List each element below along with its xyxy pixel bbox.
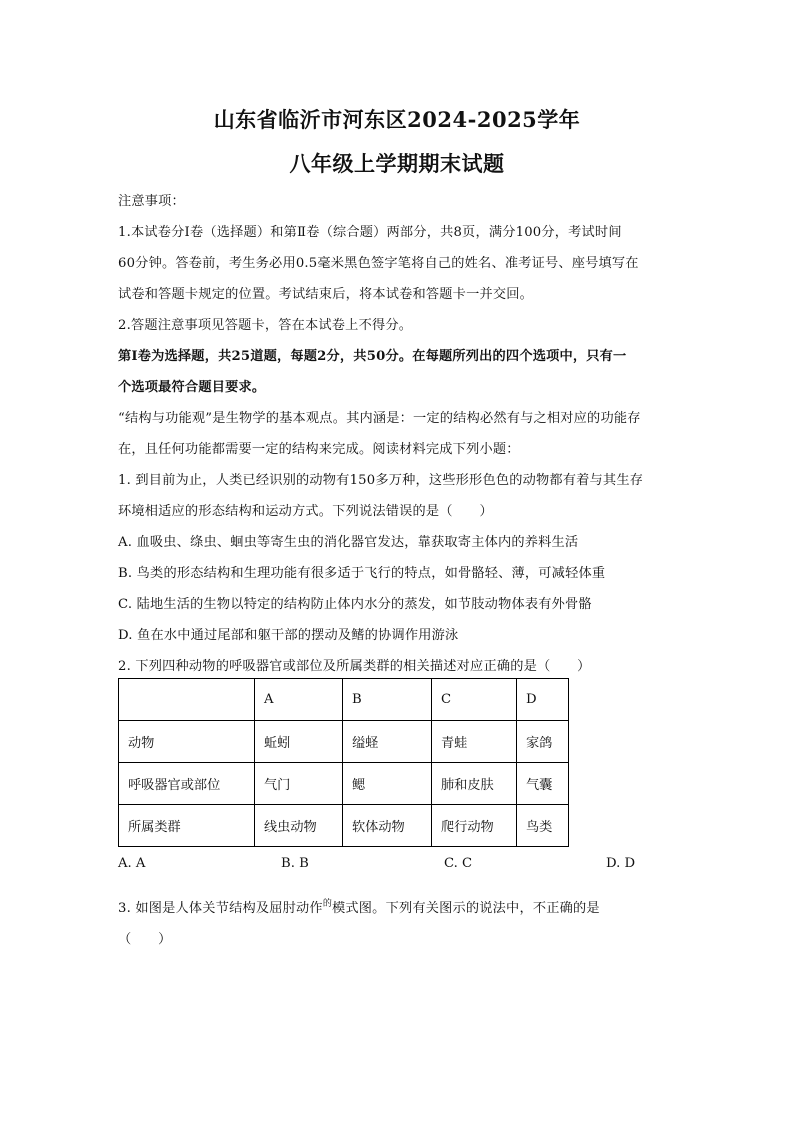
q2-choice-a: A. A [118,856,146,871]
table-cell: 肺和皮肤 [432,763,517,805]
table-header-row [119,679,569,721]
notice-item2: 2.答题注意事项见答题卡，答在本试卷上不得分。 [118,318,413,333]
table-cell: 软体动物 [343,805,432,847]
q2-table [118,678,569,847]
notice-item1-line1: 1.本试卷分Ⅰ卷（选择题）和第Ⅱ卷（综合题）两部分，共8页，满分100分，考试时间 [118,225,622,240]
table-cell: 气门 [255,763,343,805]
table-cell: 爬行动物 [432,805,517,847]
table-cell: A [255,679,343,721]
q1-stem-line2: 环境相适应的形态结构和运动方式。下列说法错误的是（ ） [118,504,493,519]
q1-option-c: C. 陆地生活的生物以特定的结构防止体内水分的蒸发，如节肢动物体表有外骨骼 [118,597,592,612]
notice-heading: 注意事项： [118,194,185,209]
table-cell: 鳃 [343,763,432,805]
q2-choice-d: D. D [606,856,636,871]
table-row [119,805,569,847]
table-cell: 呼吸器官或部位 [119,763,255,805]
q1-option-b: B. 鸟类的形态结构和生理功能有很多适于飞行的特点，如骨骼轻、薄，可减轻体重 [118,566,606,581]
table-cell: 家鸽 [517,721,569,763]
table-cell: 气囊 [517,763,569,805]
table-cell: B [343,679,432,721]
table-cell [119,679,255,721]
notice-item1-line3: 试卷和答题卡规定的位置。考试结束后，将本试卷和答题卡一并交回。 [118,287,534,302]
q3-stem-superscript: 的 [322,899,333,909]
material-line1: “结构与功能观”是生物学的基本观点。其内涵是：一定的结构必然有与之相对应的功能存 [118,411,641,426]
table-cell: D [517,679,569,721]
section1-intro-line2: 个选项最符合题目要求。 [118,380,266,395]
q3-stem-line2: （ ） [118,932,172,947]
table-cell: 青蛙 [432,721,517,763]
exam-title-line1: 山东省临沂市河东区2024-2025学年 [213,107,581,132]
table-cell: 鸟类 [517,805,569,847]
q3-stem-part2: 模式图。下列有关图示的说法中，不正确的是 [332,901,600,916]
q1-option-d: D. 鱼在水中通过尾部和躯干部的摆动及鳍的协调作用游泳 [118,628,459,643]
notice-item1-line2: 60分钟。答卷前，考生务必用0.5毫米黑色签字笔将自己的姓名、准考证号、座号填写在 [118,256,639,271]
q3-stem-part1: 3. 如图是人体关节结构及屈肘动作 [118,901,323,916]
q1-option-a: A. 血吸虫、绦虫、蛔虫等寄生虫的消化器官发达，靠获取寄主体内的养料生活 [118,535,579,550]
table-cell: 线虫动物 [255,805,343,847]
q3-stem-line1 [118,896,678,916]
q2-stem: 2. 下列四种动物的呼吸器官或部位及所属类群的相关描述对应正确的是（ ） [118,659,591,674]
table-cell: C [432,679,517,721]
table-cell: 动物 [119,721,255,763]
table-row [119,721,569,763]
q2-choice-c: C. C [444,856,473,871]
section1-intro-line1: 第Ⅰ卷为选择题，共25道题，每题2分，共50分。在每题所列出的四个选项中，只有一 [118,349,627,364]
q1-stem-line1: 1. 到目前为止，人类已经识别的动物有150多万种，这些形形色色的动物都有着与其生存 [118,473,644,488]
material-line2: 在，且任何功能都需要一定的结构来完成。阅读材料完成下列小题： [118,442,520,457]
table-cell: 蚯蚓 [255,721,343,763]
table-row [119,763,569,805]
q2-choice-b: B. B [281,856,309,871]
table-cell: 缢蛏 [343,721,432,763]
table-cell: 所属类群 [119,805,255,847]
exam-title-line2: 八年级上学期期末试题 [289,151,505,176]
